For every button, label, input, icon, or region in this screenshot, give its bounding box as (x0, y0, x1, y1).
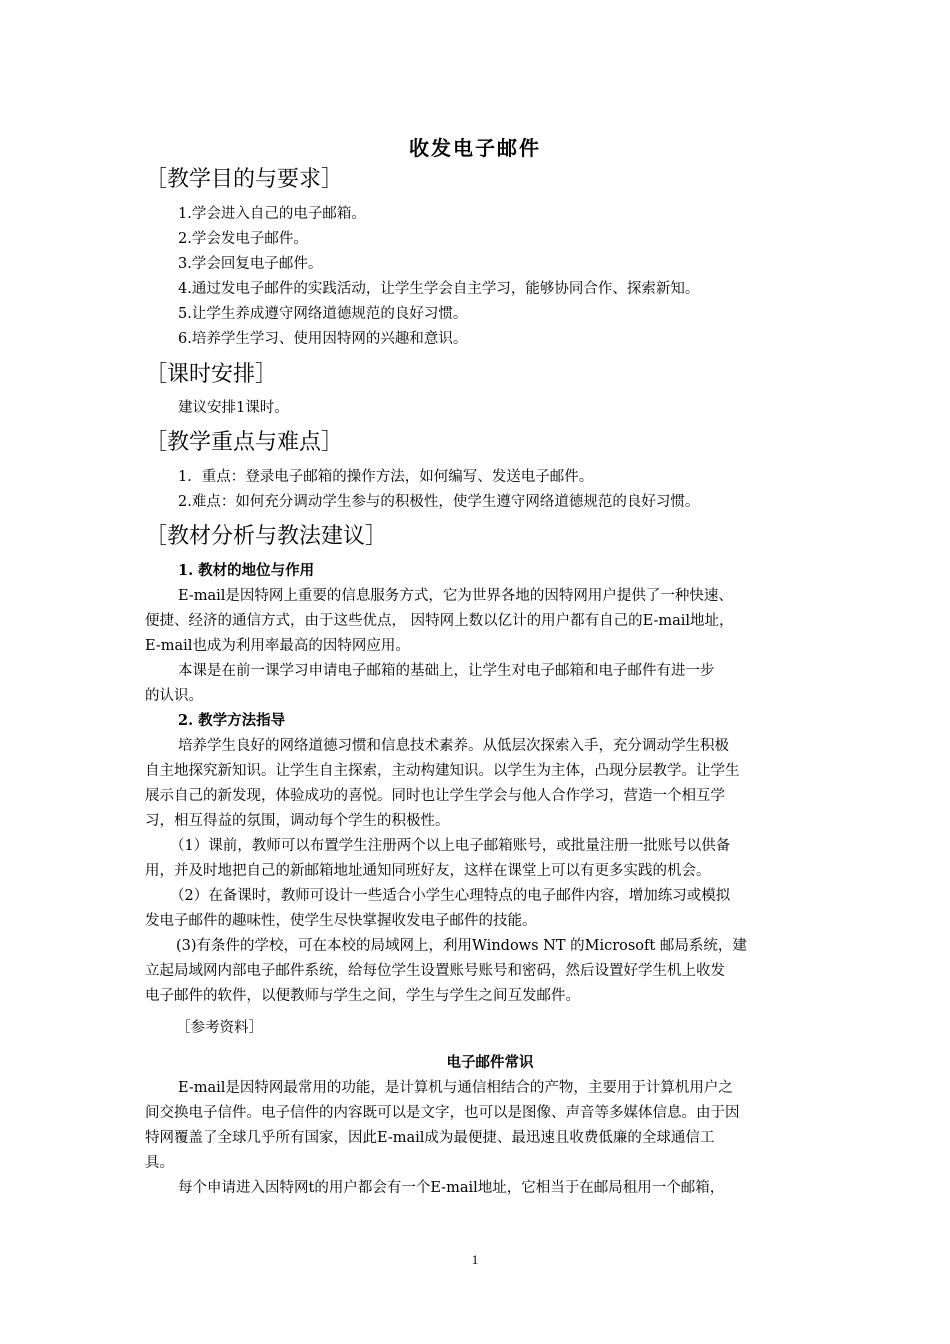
paragraph-line: E-mail是因特网上重要的信息服务方式，它为世界各地的因特网用户提供了一种快速、 (178, 588, 733, 604)
paragraph-line: 习，相互得益的氛围，调动每个学生的积极性。 (145, 813, 450, 829)
page-number: 1 (471, 1252, 479, 1267)
paragraph-line: （2）在备课时，教师可设计一些适合小学生心理特点的电子邮件内容，增加练习或模拟 (170, 888, 731, 904)
paragraph-line: 立起局域网内部电子邮件系统，给每位学生设置账号账号和密码，然后设置好学生机上收发 (145, 963, 725, 979)
section-heading-schedule: ［课时安排］ (145, 362, 278, 387)
paragraph-line: 便捷、经济的通信方式，由于这些优点， 因特网上数以亿计的用户都有自己的E-mail地址， (145, 613, 734, 629)
paragraph-line: 间交换电子信件。电子信件的内容既可以是文字，也可以是图像、声音等多媒体信息。由于因 (145, 1105, 740, 1121)
subheading: 1. 教材的地位与作用 (178, 562, 315, 579)
paragraph-line: （1）课前，教师可以布置学生注册两个以上电子邮箱账号，或批量注册一批账号以供备 (170, 838, 731, 854)
list-item: 2.学会发电子邮件。 (178, 231, 308, 247)
paragraph-line: 展示自己的新发现，体验成功的喜悦。同时也让学生学会与他人合作学习，营造一个相互学 (145, 788, 725, 804)
paragraph-line: 具。 (145, 1155, 174, 1171)
section-heading-reference: ［参考资料］ (176, 1020, 263, 1036)
list-item: 4.通过发电子邮件的实践活动，让学生学会自主学习，能够协同合作、探索新知。 (178, 281, 700, 297)
section-heading-focus: ［教学重点与难点］ (145, 430, 344, 455)
list-item: 1.学会进入自己的电子邮箱。 (178, 206, 366, 222)
list-item: 1．重点：登录电子邮箱的操作方法，如何编写、发送电子邮件。 (178, 469, 594, 485)
reference-subtitle: 电子邮件常识 (446, 1055, 534, 1071)
paragraph-line: (3)有条件的学校，可在本校的局域网上，利用Windows NT 的Microsoft 邮局系统，建 (176, 938, 747, 954)
subheading: 2. 教学方法指导 (178, 712, 286, 729)
section-heading-analysis: ［教材分析与教法建议］ (145, 524, 388, 549)
paragraph-line: 发电子邮件的趣味性，使学生尽快掌握收发电子邮件的技能。 (145, 913, 537, 929)
paragraph-line: 培养学生良好的网络道德习惯和信息技术素养。从低层次探索入手，充分调动学生积极 (178, 738, 729, 754)
paragraph-line: 自主地探究新知识。让学生自主探索，主动构建知识。以学生为主体，凸现分层教学。让学生 (145, 763, 740, 779)
list-item: 3.学会回复电子邮件。 (178, 256, 323, 272)
list-item: 5.让学生养成遵守网络道德规范的良好习惯。 (178, 306, 468, 322)
document-title: 收发电子邮件 (409, 136, 541, 160)
paragraph-line: 特网覆盖了全球几乎所有国家，因此E-mail成为最便捷、最迅速且收费低廉的全球通信工 (145, 1130, 715, 1146)
section-heading-goals: ［教学目的与要求］ (145, 167, 344, 192)
paragraph-line: 的认识。 (145, 688, 203, 704)
paragraph-line: 电子邮件的软件，以便教师与学生之间，学生与学生之间互发邮件。 (145, 988, 580, 1004)
paragraph-line: E-mail也成为利用率最高的因特网应用。 (145, 638, 410, 654)
paragraph-line: 用，并及时地把自己的新邮箱地址通知同班好友，这样在课堂上可以有更多实践的机会。 (145, 863, 711, 879)
list-item: 2.难点：如何充分调动学生参与的积极性，使学生遵守网络道德规范的良好习惯。 (178, 494, 700, 510)
list-item: 6.培养学生学习、使用因特网的兴趣和意识。 (178, 331, 468, 347)
paragraph-line: 本课是在前一课学习申请电子邮箱的基础上，让学生对电子邮箱和电子邮件有进一步 (178, 663, 715, 679)
paragraph-line: 每个申请进入因特网t的用户都会有一个E-mail地址，它相当于在邮局租用一个邮箱， (178, 1180, 725, 1196)
paragraph-line: 建议安排1课时。 (178, 400, 289, 416)
paragraph-line: E-mail是因特网最常用的功能，是计算机与通信相结合的产物，主要用于计算机用户之 (178, 1080, 733, 1096)
